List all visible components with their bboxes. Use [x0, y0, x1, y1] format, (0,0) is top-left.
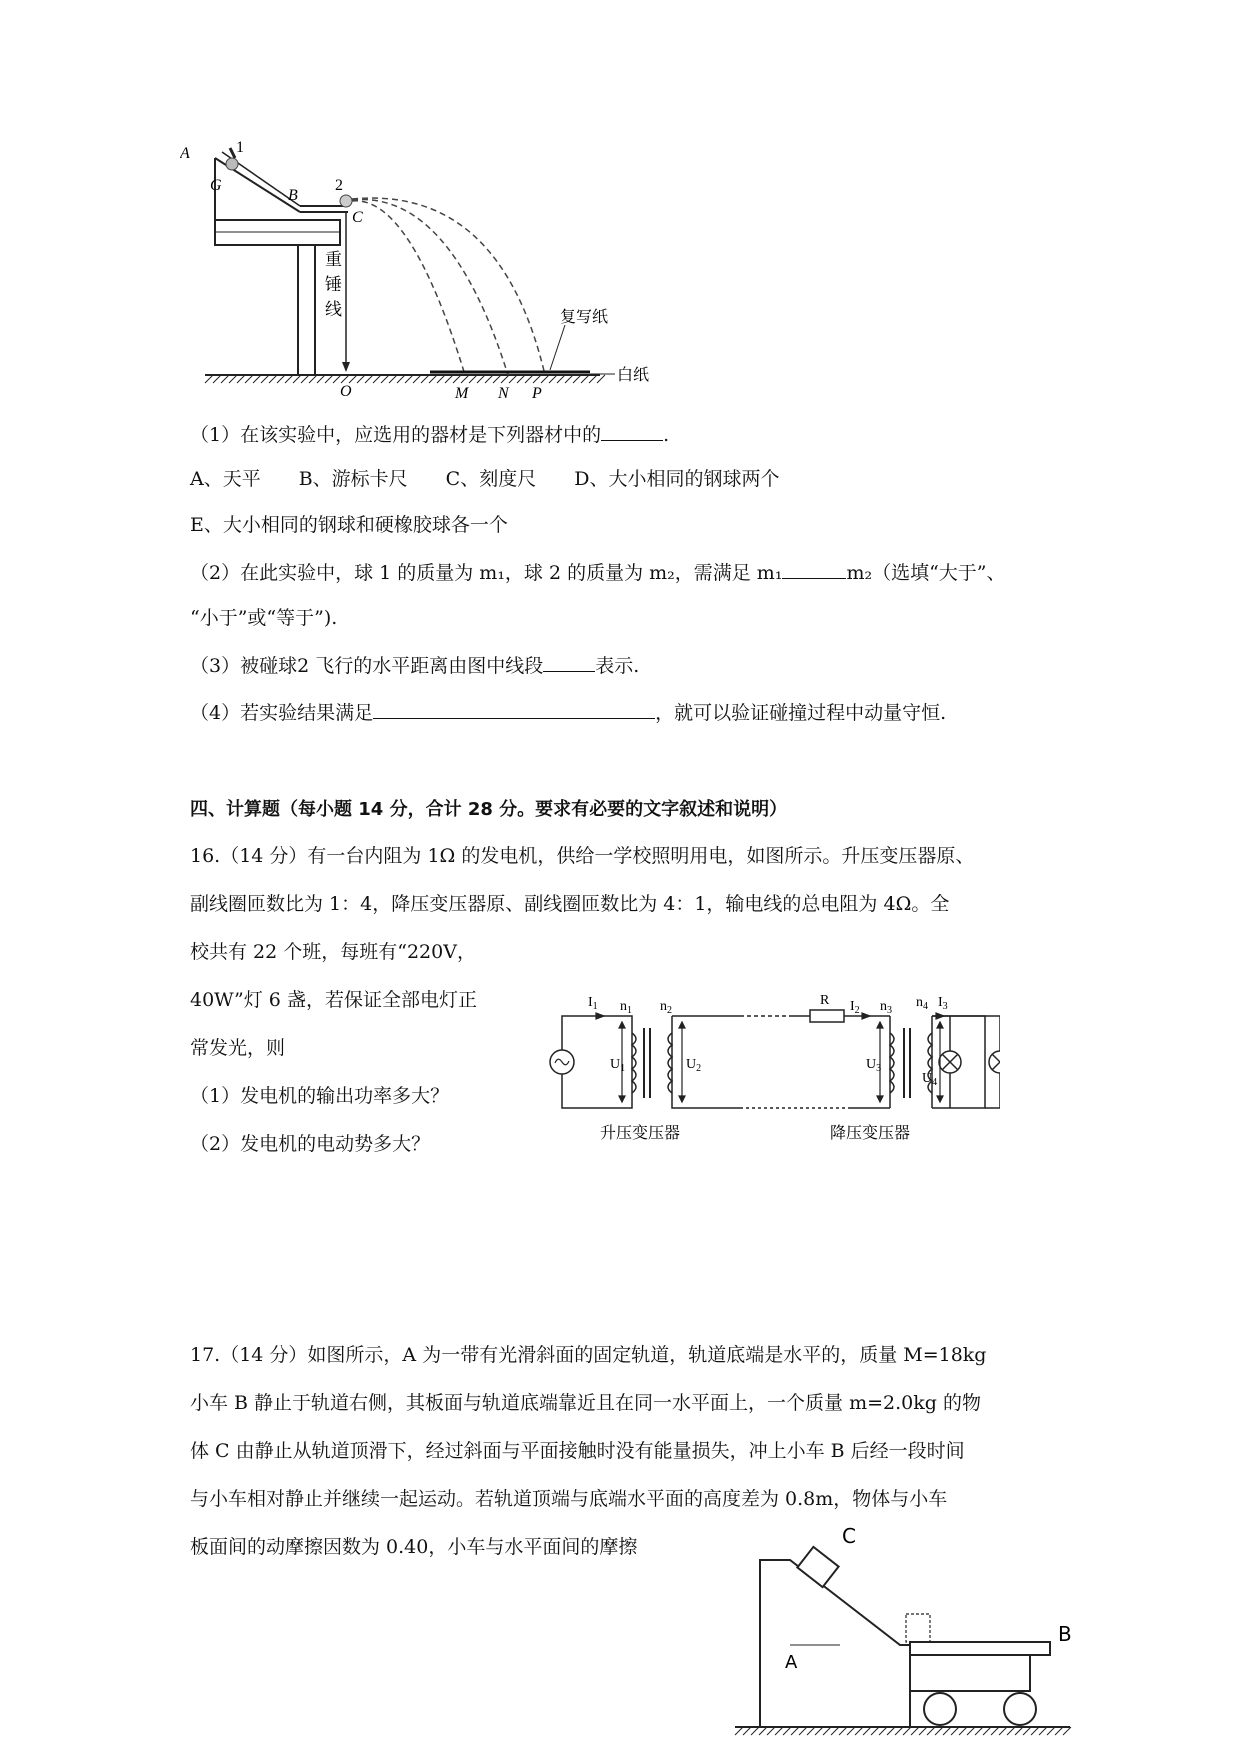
- hatch-mark: [261, 375, 269, 383]
- hatch-mark: [597, 375, 605, 383]
- hatch-mark: [517, 375, 525, 383]
- label-plumb-2: 锤: [325, 275, 342, 295]
- hatch-mark: [999, 1727, 1007, 1735]
- hatch-mark: [823, 1727, 831, 1735]
- hatch-mark: [919, 1727, 927, 1735]
- hatch-mark: [807, 1727, 815, 1735]
- hatch-mark: [277, 375, 285, 383]
- label-U3: $U_3$: [866, 1057, 882, 1074]
- hatch-mark: [589, 375, 597, 383]
- label-M: M: [455, 385, 469, 402]
- hatch-mark: [461, 375, 469, 383]
- hatch-mark: [541, 375, 549, 383]
- hatch-mark: [799, 1727, 807, 1735]
- hatch-mark: [293, 375, 301, 383]
- label-C: C: [352, 209, 363, 226]
- hatch-mark: [573, 375, 581, 383]
- block-C-final-position: [906, 1614, 930, 1642]
- hatch-mark: [413, 375, 421, 383]
- hatch-mark: [783, 1727, 791, 1735]
- hatch-mark: [253, 375, 261, 383]
- hatch-mark: [743, 1727, 751, 1735]
- label-U4: $U_4$: [922, 1071, 938, 1088]
- hatch-mark: [983, 1727, 991, 1735]
- ball-2: [340, 195, 352, 207]
- q15-part2-line2: “小于”或“等于”).: [190, 607, 338, 629]
- resistor-R: [810, 1010, 844, 1022]
- label-O: O: [340, 383, 352, 400]
- q15-part3-text: （3）被碰球2 飞行的水平距离由图中线段: [190, 655, 544, 677]
- q15-part1: [190, 420, 669, 448]
- hatch-mark: [397, 375, 405, 383]
- hatch-mark: [501, 375, 509, 383]
- q15-part2-text: （2）在此实验中，球 1 的质量为 m₁，球 2 的质量为 m₂，需满足 m₁: [190, 562, 783, 584]
- q15-part3: [190, 651, 639, 679]
- q15-part2-suffix: m₂（选填“大于”、: [846, 562, 1006, 584]
- hatch-mark: [759, 1727, 767, 1735]
- hatch-mark: [493, 375, 501, 383]
- hatch-mark: [317, 375, 325, 383]
- hatch-mark: [815, 1727, 823, 1735]
- hatch-mark: [895, 1727, 903, 1735]
- hatch-mark: [221, 375, 229, 383]
- hatch-mark: [943, 1727, 951, 1735]
- step-down-transformer: [890, 1028, 932, 1098]
- hatch-mark: [1047, 1727, 1055, 1735]
- hatch-mark: [879, 1727, 887, 1735]
- q17-line-2: 小车 B 静止于轨道右侧，其板面与轨道底端靠近且在同一水平面上，一个质量 m=2.0kg 的物: [190, 1392, 981, 1414]
- hatch-mark: [309, 375, 317, 383]
- label-1: 1: [236, 140, 244, 156]
- hatch-mark: [213, 375, 221, 383]
- label-white-paper: 白纸: [617, 365, 650, 384]
- label-N: N: [498, 385, 509, 402]
- hatch-mark: [509, 375, 517, 383]
- hatch-mark: [381, 375, 389, 383]
- hatch-mark: [445, 375, 453, 383]
- q16-sub-2: （2）发电机的电动势多大？: [190, 1133, 431, 1155]
- hatch-mark: [389, 375, 397, 383]
- hatch-mark: [269, 375, 277, 383]
- label-n1: $n_1$: [620, 999, 632, 1016]
- label-A: A: [180, 145, 190, 162]
- hatch-mark: [549, 375, 557, 383]
- hatch-mark: [485, 375, 493, 383]
- cart-B: [910, 1642, 1050, 1725]
- label-n2: $n_2$: [660, 999, 672, 1016]
- hatch-mark: [565, 375, 573, 383]
- q16-line-1: 16.（14 分）有一台内阻为 1Ω 的发电机，供给一学校照明用电，如图所示。升压变压器原、: [190, 845, 975, 867]
- hatch-mark: [429, 375, 437, 383]
- trajectories: [352, 198, 545, 375]
- hatch-mark: [237, 375, 245, 383]
- hatch-mark: [911, 1727, 919, 1735]
- lamp-icon: [939, 1051, 961, 1073]
- label-plumb-1: 重: [325, 250, 342, 270]
- hatch-mark: [557, 375, 565, 383]
- label-C: C: [842, 1524, 856, 1548]
- ground: [205, 375, 605, 383]
- q17-line-3: 体 C 由静止从轨道顶滑下，经过斜面与平面接触时没有能量损失，冲上小车 B 后经一段时间: [190, 1440, 965, 1462]
- hatch-mark: [229, 375, 237, 383]
- block-C: [797, 1547, 838, 1587]
- q15-part1-suffix: .: [663, 424, 670, 446]
- answer-blank-1[interactable]: [601, 420, 663, 441]
- hatch-mark: [469, 375, 477, 383]
- hatch-mark: [325, 375, 333, 383]
- answer-blank-3[interactable]: [543, 651, 595, 672]
- hatch-mark: [751, 1727, 759, 1735]
- hatch-mark: [245, 375, 253, 383]
- hatch-mark: [437, 375, 445, 383]
- label-I3: $I_3$: [938, 995, 948, 1012]
- hatch-mark: [1007, 1727, 1015, 1735]
- label-n4: $n_4$: [916, 995, 928, 1012]
- q17-line-1: 17.（14 分）如图所示，A 为一带有光滑斜面的固定轨道，轨道底端是水平的，质量 M=18kg: [190, 1344, 987, 1366]
- hatch-mark: [341, 375, 349, 383]
- q15-part1-text: （1）在该实验中，应选用的器材是下列器材中的: [190, 424, 602, 446]
- hatch-mark: [405, 375, 413, 383]
- hatch-mark: [301, 375, 309, 383]
- hatch-mark: [453, 375, 461, 383]
- hatch-mark: [1023, 1727, 1031, 1735]
- hatch-mark: [1063, 1727, 1071, 1735]
- q15-part2: [190, 558, 1006, 586]
- hatch-mark: [871, 1727, 879, 1735]
- q15-options-2: E、大小相同的钢球和硬橡胶球各一个: [190, 514, 508, 536]
- label-G: G: [210, 177, 222, 194]
- hatch-mark: [1039, 1727, 1047, 1735]
- q15-part3-suffix: 表示.: [595, 655, 640, 677]
- label-U1: $U_1$: [610, 1057, 626, 1074]
- hatch-mark: [1015, 1727, 1023, 1735]
- hatch-mark: [831, 1727, 839, 1735]
- label-step-down: 降压变压器: [830, 1123, 911, 1142]
- collision-experiment-figure: [180, 140, 740, 415]
- ball-1: [226, 158, 238, 170]
- q15-part4-text: （4）若实验结果满足: [190, 702, 374, 724]
- hatch-mark: [775, 1727, 783, 1735]
- carbon-paper-pointer: [550, 325, 565, 370]
- hatch-mark: [205, 375, 213, 383]
- hatch-mark: [525, 375, 533, 383]
- label-B: B: [288, 187, 298, 204]
- hatch-mark: [863, 1727, 871, 1735]
- q17-line-5: 板面间的动摩擦因数为 0.40，小车与水平面间的摩擦: [190, 1536, 638, 1558]
- answer-blank-2[interactable]: [782, 558, 846, 579]
- ground: [735, 1727, 1071, 1735]
- hatch-mark: [935, 1727, 943, 1735]
- transformer-circuit-figure: [540, 978, 1000, 1158]
- hatch-mark: [951, 1727, 959, 1735]
- hatch-mark: [927, 1727, 935, 1735]
- label-plumb-3: 线: [325, 300, 342, 320]
- q17-line-4: 与小车相对静止并继续一起运动。若轨道顶端与底端水平面的高度差为 0.8m，物体与小车: [190, 1488, 948, 1510]
- label-n3: $n_3$: [880, 999, 892, 1016]
- hatch-mark: [735, 1727, 743, 1735]
- hatch-mark: [357, 375, 365, 383]
- q16-sub-1: （1）发电机的输出功率多大？: [190, 1085, 450, 1107]
- label-I1: $I_1$: [588, 995, 598, 1012]
- q16-line-3: 校共有 22 个班，每班有“220V，: [190, 941, 476, 963]
- q16-line-2: 副线圈匝数比为 1：4，降压变压器原、副线圈匝数比为 4：1，输电线的总电阻为 4Ω。全: [190, 893, 950, 915]
- hatch-mark: [1055, 1727, 1063, 1735]
- hatch-mark: [285, 375, 293, 383]
- label-P: P: [532, 385, 542, 402]
- label-R: R: [820, 993, 830, 1008]
- label-2: 2: [335, 177, 343, 194]
- track-cart-figure: [730, 1515, 1090, 1740]
- hatch-mark: [839, 1727, 847, 1735]
- hatch-mark: [791, 1727, 799, 1735]
- table: [215, 220, 340, 375]
- q16-line-4: 40W”灯 6 盏，若保证全部电灯正: [190, 989, 477, 1011]
- hatch-mark: [333, 375, 341, 383]
- step-up-transformer: [632, 1028, 672, 1098]
- answer-blank-4[interactable]: [373, 698, 655, 719]
- label-carbon-paper: 复写纸: [560, 307, 609, 326]
- lamp-icon-2: [985, 1016, 1000, 1108]
- label-step-up: 升压变压器: [600, 1123, 681, 1142]
- q16-line-5: 常发光，则: [190, 1037, 286, 1059]
- label-B: B: [1058, 1622, 1072, 1646]
- hatch-mark: [365, 375, 373, 383]
- hatch-mark: [991, 1727, 999, 1735]
- hatch-mark: [581, 375, 589, 383]
- hatch-mark: [959, 1727, 967, 1735]
- q15-options-1: A、天平 B、游标卡尺 C、刻度尺 D、大小相同的钢球两个: [190, 468, 780, 490]
- track-A: [760, 1560, 910, 1727]
- hatch-mark: [1031, 1727, 1039, 1735]
- hatch-mark: [421, 375, 429, 383]
- section-4-heading: 四、计算题（每小题 14 分，合计 28 分。要求有必要的文字叙述和说明）: [190, 799, 788, 820]
- label-A: A: [785, 1652, 798, 1673]
- label-U2: $U_2$: [686, 1057, 702, 1074]
- hatch-mark: [349, 375, 357, 383]
- hatch-mark: [533, 375, 541, 383]
- q15-part4-suffix: ，就可以验证碰撞过程中动量守恒.: [655, 702, 947, 724]
- hatch-mark: [887, 1727, 895, 1735]
- hatch-mark: [847, 1727, 855, 1735]
- hatch-mark: [855, 1727, 863, 1735]
- hatch-mark: [975, 1727, 983, 1735]
- hatch-mark: [903, 1727, 911, 1735]
- hatch-mark: [767, 1727, 775, 1735]
- hatch-mark: [373, 375, 381, 383]
- label-I2: $I_2$: [850, 999, 860, 1016]
- hatch-mark: [477, 375, 485, 383]
- hatch-mark: [967, 1727, 975, 1735]
- q15-part4: [190, 698, 946, 726]
